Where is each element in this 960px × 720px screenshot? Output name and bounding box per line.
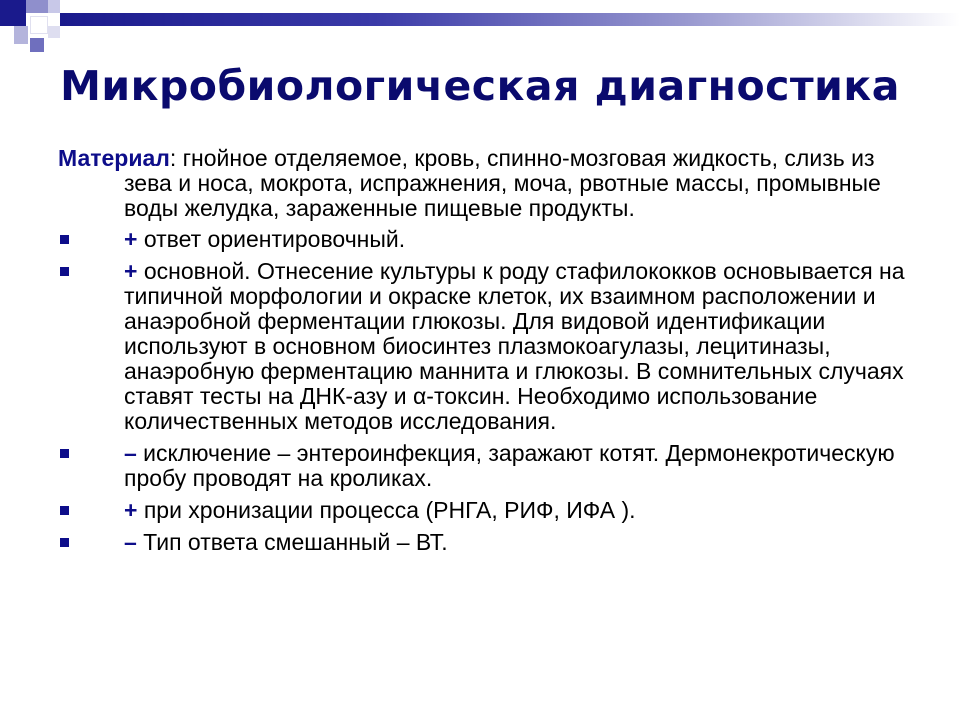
slide-title: Микробиологическая диагностика: [60, 62, 900, 110]
square-bullet-icon: [60, 449, 69, 458]
bullet-text: при хронизации процесса (РНГА, РИФ, ИФА ).: [137, 497, 636, 523]
list-item: [58, 530, 918, 555]
result-sign: –: [124, 529, 137, 555]
bullet-text: ответ ориентировочный.: [137, 226, 406, 252]
list-item: [58, 259, 918, 434]
decorative-squares-icon: [0, 0, 80, 60]
material-label: Материал: [58, 145, 170, 171]
material-paragraph: [58, 146, 918, 221]
result-sign: +: [124, 497, 138, 523]
list-item: [58, 227, 918, 252]
result-sign: –: [124, 440, 137, 466]
bullet-text: исключение – энтероинфекция, заражают котят. Дермонекротическую пробу проводят на кроликах.: [124, 440, 895, 491]
slide-content: [58, 146, 918, 562]
header-gradient-bar: [60, 13, 960, 26]
result-sign: +: [124, 258, 138, 284]
bullet-text: основной. Отнесение культуры к роду стафилококков основывается на типичной морфологии и окраске клеток, их взаимном расположении и анаэробной ферментации глюкозы. Для видовой идентификации используют в основном биосинтез плазмокоагулазы, лецитиназы, анаэробную ферментацию маннита и глюкозы. В сомнительных случаях ставят тесты на ДНК-азу и α-токсин. Необходимо использование количественных методов исследования.: [124, 258, 905, 434]
list-item: [58, 441, 918, 491]
square-bullet-icon: [60, 267, 69, 276]
bullet-list: [58, 227, 918, 555]
material-text: : гнойное отделяемое, кровь, спинно-мозговая жидкость, слизь из зева и носа, мокрота, испражнения, моча, рвотные массы, промывные воды желудка, зараженные пищевые продукты.: [124, 145, 881, 221]
square-bullet-icon: [60, 506, 69, 515]
bullet-text: Тип ответа смешанный – ВТ.: [136, 529, 448, 555]
list-item: [58, 498, 918, 523]
result-sign: +: [124, 226, 138, 252]
square-bullet-icon: [60, 538, 69, 547]
square-bullet-icon: [60, 235, 69, 244]
